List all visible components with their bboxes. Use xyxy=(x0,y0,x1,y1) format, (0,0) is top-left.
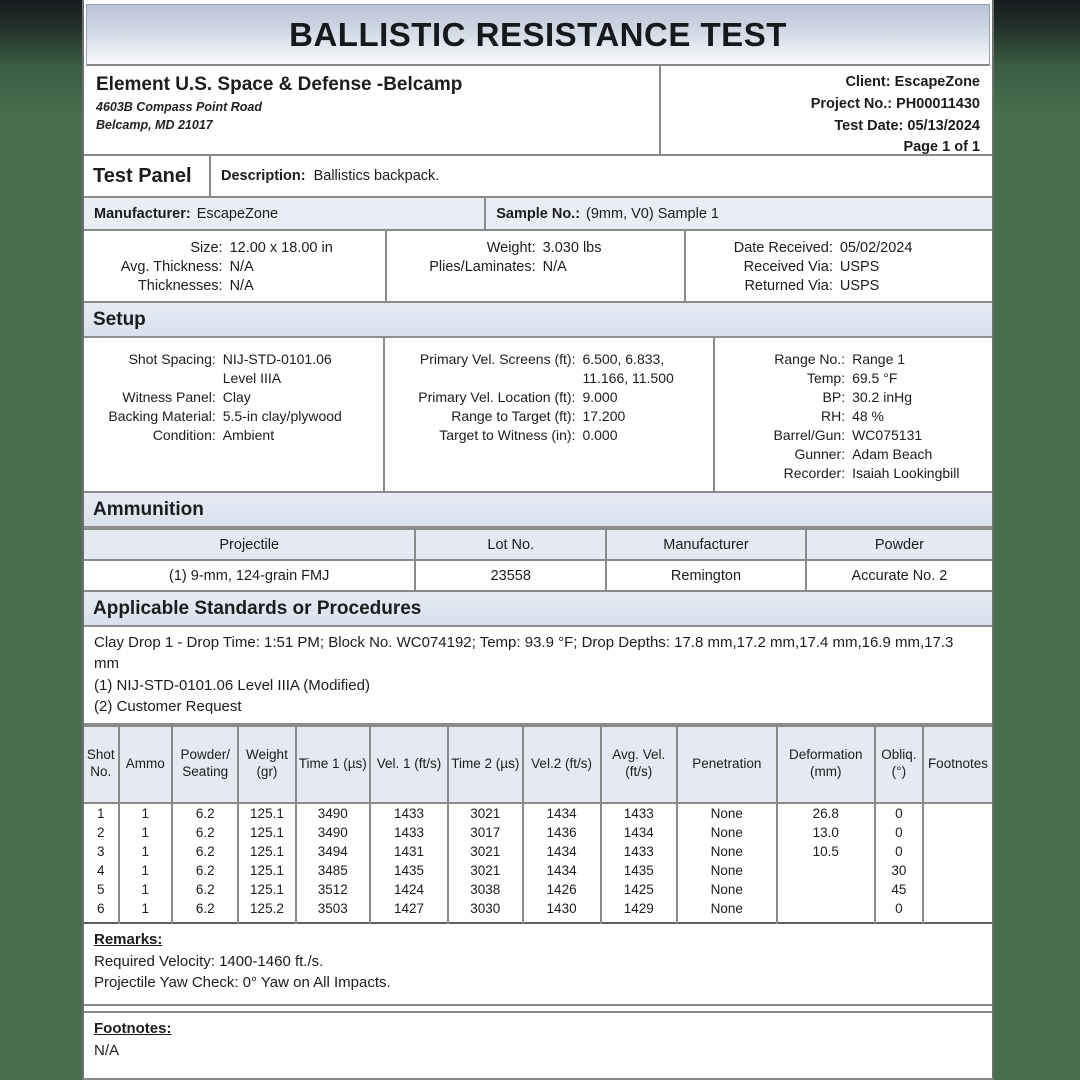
header-info-row xyxy=(84,66,992,156)
setup-column-panel xyxy=(84,338,385,491)
shot-table-row xyxy=(84,880,992,899)
column-header-weight: Weight (gr) xyxy=(238,726,295,803)
sample-number-cell xyxy=(486,198,992,229)
vel1-cell: 1433 xyxy=(370,823,448,842)
footnotes-line: N/A xyxy=(94,1041,120,1059)
lab-name: Element U.S. Space & Defense -Belcamp xyxy=(96,74,463,95)
setup-column-velocity xyxy=(385,338,715,491)
shot-no-cell: 1 xyxy=(84,803,119,823)
field-row xyxy=(84,239,385,258)
powder-seating-cell: 6.2 xyxy=(172,880,238,899)
time2-cell: 3030 xyxy=(448,899,522,923)
time1-cell: 3494 xyxy=(296,842,370,861)
description-value: Ballistics backpack. xyxy=(313,168,440,184)
powder-value: Accurate No. 2 xyxy=(806,560,992,591)
lab-address-line1: 4603B Compass Point Road xyxy=(96,100,263,114)
field-row xyxy=(84,407,383,426)
field-row xyxy=(715,426,986,445)
footnotes-section xyxy=(84,1011,992,1078)
footnotes-lines xyxy=(94,1040,982,1062)
avg-vel-cell: 1425 xyxy=(601,880,677,899)
shot-table-row xyxy=(84,823,992,842)
footnotes-cell xyxy=(923,861,992,880)
column-header-penetration: Penetration xyxy=(677,726,777,803)
field-value: 48 % xyxy=(852,408,885,424)
shot-no-cell: 4 xyxy=(84,861,119,880)
remarks-lines xyxy=(94,951,982,995)
remarks-section xyxy=(84,924,992,1006)
column-header-powder: Powder xyxy=(806,529,992,560)
field-label: Returned Via: xyxy=(744,278,833,294)
shot-no-cell: 5 xyxy=(84,880,119,899)
obliq-cell: 0 xyxy=(875,899,923,923)
ammo-cell: 1 xyxy=(119,861,173,880)
shot-results-table xyxy=(84,725,992,924)
panel-details-received-column xyxy=(686,231,992,301)
report-document xyxy=(82,0,994,1080)
footnotes-heading: Footnotes: xyxy=(94,1019,172,1037)
field-label: BP: xyxy=(822,389,846,405)
field-value: 69.5 °F xyxy=(852,370,898,386)
setup-column-range xyxy=(715,338,992,491)
vel1-cell: 1427 xyxy=(370,899,448,923)
meta-line xyxy=(673,72,980,94)
standards-line: Clay Drop 1 - Drop Time: 1:51 PM; Block No. WC074192; Temp: 93.9 °F; Drop Depths: 17.8 mm,17.2 mm,17.4 mm,16.9 mm,17.3 mm xyxy=(94,634,954,673)
field-value: 3.030 lbs xyxy=(542,240,602,256)
field-row xyxy=(84,350,383,369)
remarks-line: Projectile Yaw Check: 0° Yaw on All Impacts. xyxy=(94,974,391,992)
penetration-cell: None xyxy=(677,880,777,899)
field-row xyxy=(84,388,383,407)
avg-vel-cell: 1433 xyxy=(601,803,677,823)
powder-seating-cell: 6.2 xyxy=(172,899,238,923)
penetration-cell: None xyxy=(677,823,777,842)
manufacturer-value: Remington xyxy=(606,560,806,591)
field-row xyxy=(686,277,992,296)
column-header-lot-no: Lot No. xyxy=(415,529,606,560)
field-label: Date Received: xyxy=(733,240,833,256)
time1-cell: 3490 xyxy=(296,823,370,842)
field-value: NIJ-STD-0101.06 xyxy=(222,351,332,367)
shot-results-section xyxy=(84,725,992,924)
field-label: Shot Spacing: xyxy=(128,351,216,367)
field-value: 0.000 xyxy=(582,427,618,443)
penetration-cell: None xyxy=(677,899,777,923)
field-value: N/A xyxy=(229,259,254,275)
field-label xyxy=(385,369,575,388)
column-header-powder-seating: Powder/ Seating xyxy=(172,726,238,803)
setup-content xyxy=(84,338,992,493)
lab-info-block xyxy=(84,66,661,154)
field-value: 05/02/2024 xyxy=(839,240,913,256)
field-value: 17.200 xyxy=(582,408,626,424)
field-value: Ambient xyxy=(222,427,275,443)
vel1-cell: 1435 xyxy=(370,861,448,880)
time2-cell: 3021 xyxy=(448,803,522,823)
vel1-cell: 1433 xyxy=(370,803,448,823)
field-value: Range 1 xyxy=(852,351,906,367)
weight-cell: 125.1 xyxy=(238,823,295,842)
penetration-cell: None xyxy=(677,803,777,823)
manufacturer-label: Manufacturer: xyxy=(94,205,191,222)
remarks-line: Required Velocity: 1400-1460 ft./s. xyxy=(94,952,324,970)
deformation-cell: 26.8 xyxy=(777,803,875,823)
column-header-obliq: Obliq. (°) xyxy=(875,726,923,803)
field-value: 11.166, 11.500 xyxy=(582,370,674,386)
column-header-vel2: Vel.2 (ft/s) xyxy=(523,726,601,803)
field-value: USPS xyxy=(839,278,880,294)
field-value: Isaiah Lookingbill xyxy=(852,465,960,481)
field-row xyxy=(387,239,684,258)
field-label: Range No.: xyxy=(774,351,846,367)
section-heading-standards: Applicable Standards or Procedures xyxy=(84,592,992,627)
field-value: USPS xyxy=(839,259,880,275)
shot-table-row xyxy=(84,842,992,861)
shot-table-row xyxy=(84,861,992,880)
footnotes-cell xyxy=(923,823,992,842)
meta-label: Project No.: xyxy=(810,95,893,112)
field-label: Gunner: xyxy=(794,446,846,462)
time2-cell: 3017 xyxy=(448,823,522,842)
field-value: 6.500, 6.833, xyxy=(582,351,665,367)
field-row xyxy=(84,277,385,296)
obliq-cell: 0 xyxy=(875,842,923,861)
shot-no-cell: 2 xyxy=(84,823,119,842)
lab-address-line2: Belcamp, MD 21017 xyxy=(96,117,213,132)
field-row xyxy=(715,445,986,464)
field-row xyxy=(715,464,986,483)
time1-cell: 3485 xyxy=(296,861,370,880)
remarks-heading: Remarks: xyxy=(94,930,163,948)
field-row xyxy=(84,426,383,445)
field-label: Size: xyxy=(190,240,223,256)
footnotes-cell xyxy=(923,880,992,899)
test-panel-description-cell xyxy=(211,156,992,196)
avg-vel-cell: 1435 xyxy=(601,861,677,880)
report-title: BALLISTIC RESISTANCE TEST xyxy=(289,15,787,53)
powder-seating-cell: 6.2 xyxy=(172,803,238,823)
field-value: 12.00 x 18.00 in xyxy=(229,240,333,256)
panel-details-weight-column xyxy=(387,231,686,301)
column-header-manufacturer: Manufacturer xyxy=(606,529,806,560)
weight-cell: 125.1 xyxy=(238,842,295,861)
vel2-cell: 1436 xyxy=(523,823,601,842)
field-label: Range to Target (ft): xyxy=(451,408,576,424)
field-label: Weight: xyxy=(486,240,536,256)
powder-seating-cell: 6.2 xyxy=(172,823,238,842)
vel1-cell: 1431 xyxy=(370,842,448,861)
ammo-cell: 1 xyxy=(119,880,173,899)
field-label: Witness Panel: xyxy=(122,389,216,405)
field-row xyxy=(686,258,992,277)
weight-cell: 125.2 xyxy=(238,899,295,923)
ammo-cell: 1 xyxy=(119,842,173,861)
meta-value: Page 1 of 1 xyxy=(903,139,980,156)
shot-table-row xyxy=(84,803,992,823)
description-label: Description: xyxy=(221,168,306,184)
field-label: RH: xyxy=(820,408,846,424)
vel2-cell: 1434 xyxy=(523,842,601,861)
obliq-cell: 30 xyxy=(875,861,923,880)
field-value: WC075131 xyxy=(852,427,923,443)
avg-vel-cell: 1433 xyxy=(601,842,677,861)
shot-table-header-row xyxy=(84,726,992,803)
avg-vel-cell: 1434 xyxy=(601,823,677,842)
footnotes-cell xyxy=(923,803,992,823)
panel-details-row xyxy=(84,231,992,303)
field-row xyxy=(385,426,713,445)
field-value: Level IIIA xyxy=(222,370,282,386)
weight-cell: 125.1 xyxy=(238,803,295,823)
column-header-avg-vel: Avg. Vel. (ft/s) xyxy=(601,726,677,803)
manufacturer-row xyxy=(84,198,992,231)
penetration-cell: None xyxy=(677,861,777,880)
field-row xyxy=(385,388,713,407)
time1-cell: 3512 xyxy=(296,880,370,899)
field-label: Recorder: xyxy=(783,465,846,481)
field-label: Thicknesses: xyxy=(137,278,223,294)
ammo-cell: 1 xyxy=(119,899,173,923)
column-header-time2: Time 2 (µs) xyxy=(448,726,522,803)
panel-details-size-column xyxy=(84,231,387,301)
time2-cell: 3021 xyxy=(448,842,522,861)
projectile-value: (1) 9-mm, 124-grain FMJ xyxy=(84,560,415,591)
field-value: Clay xyxy=(222,389,251,405)
shot-no-cell: 6 xyxy=(84,899,119,923)
column-header-time1: Time 1 (µs) xyxy=(296,726,370,803)
field-row xyxy=(686,239,992,258)
time1-cell: 3503 xyxy=(296,899,370,923)
field-label: Barrel/Gun: xyxy=(773,427,846,443)
meta-line xyxy=(673,94,980,116)
time2-cell: 3021 xyxy=(448,861,522,880)
deformation-cell xyxy=(777,899,875,923)
obliq-cell: 0 xyxy=(875,803,923,823)
ammunition-header-row xyxy=(84,529,992,560)
section-heading-setup: Setup xyxy=(84,303,992,338)
sample-number-value: (9mm, V0) Sample 1 xyxy=(586,205,719,222)
lot-no-value: 23558 xyxy=(415,560,606,591)
column-header-projectile: Projectile xyxy=(84,529,415,560)
standards-line: (1) NIJ-STD-0101.06 Level IIIA (Modified) xyxy=(94,676,370,694)
deformation-cell: 13.0 xyxy=(777,823,875,842)
field-value: Adam Beach xyxy=(852,446,933,462)
meta-line xyxy=(673,116,980,138)
field-value: 9.000 xyxy=(582,389,618,405)
ammunition-table xyxy=(84,528,992,592)
time1-cell: 3490 xyxy=(296,803,370,823)
standards-line: (2) Customer Request xyxy=(94,698,242,716)
meta-label: Test Date: xyxy=(834,117,904,134)
vel1-cell: 1424 xyxy=(370,880,448,899)
field-row xyxy=(385,369,713,388)
field-label: Target to Witness (in): xyxy=(439,427,576,443)
field-row xyxy=(385,407,713,426)
field-row xyxy=(715,407,986,426)
meta-value: 05/13/2024 xyxy=(907,117,980,134)
obliq-cell: 45 xyxy=(875,880,923,899)
avg-vel-cell: 1429 xyxy=(601,899,677,923)
field-label: Backing Material: xyxy=(108,408,216,424)
powder-seating-cell: 6.2 xyxy=(172,861,238,880)
ammo-cell: 1 xyxy=(119,803,173,823)
weight-cell: 125.1 xyxy=(238,861,295,880)
field-label xyxy=(84,369,216,388)
field-value: N/A xyxy=(229,278,254,294)
deformation-cell xyxy=(777,880,875,899)
meta-value: EscapeZone xyxy=(894,74,980,90)
weight-cell: 125.1 xyxy=(238,880,295,899)
column-header-deformation: Deformation (mm) xyxy=(777,726,875,803)
standards-text-block xyxy=(84,627,992,725)
deformation-cell: 10.5 xyxy=(777,842,875,861)
field-row xyxy=(385,350,713,369)
manufacturer-value: EscapeZone xyxy=(196,205,279,222)
column-header-shot-no: Shot No. xyxy=(84,726,119,803)
field-label: Avg. Thickness: xyxy=(120,259,223,275)
field-row xyxy=(84,369,383,388)
field-label: Primary Vel. Screens (ft): xyxy=(419,351,576,367)
ammo-cell: 1 xyxy=(119,823,173,842)
vel2-cell: 1434 xyxy=(523,803,601,823)
field-row xyxy=(84,258,385,277)
test-panel-row xyxy=(84,156,992,198)
field-value: 30.2 inHg xyxy=(852,389,913,405)
sample-number-label: Sample No.: xyxy=(496,205,581,222)
time2-cell: 3038 xyxy=(448,880,522,899)
powder-seating-cell: 6.2 xyxy=(172,842,238,861)
test-panel-heading: Test Panel xyxy=(84,156,211,196)
field-label: Received Via: xyxy=(743,259,833,275)
field-label: Plies/Laminates: xyxy=(429,259,536,275)
manufacturer-cell xyxy=(84,198,486,229)
vel2-cell: 1426 xyxy=(523,880,601,899)
deformation-cell xyxy=(777,861,875,880)
field-row xyxy=(715,388,986,407)
column-header-footnotes: Footnotes xyxy=(923,726,992,803)
column-header-ammo: Ammo xyxy=(119,726,173,803)
field-label: Primary Vel. Location (ft): xyxy=(418,389,576,405)
field-value: 5.5-in clay/plywood xyxy=(222,408,342,424)
footnotes-cell xyxy=(923,842,992,861)
obliq-cell: 0 xyxy=(875,823,923,842)
field-label: Condition: xyxy=(152,427,216,443)
footnotes-cell xyxy=(923,899,992,923)
section-heading-ammunition: Ammunition xyxy=(84,493,992,528)
shot-no-cell: 3 xyxy=(84,842,119,861)
penetration-cell: None xyxy=(677,842,777,861)
client-info-block xyxy=(661,66,992,154)
meta-label: Client: xyxy=(845,74,891,90)
ammunition-data-row xyxy=(84,560,992,591)
field-label: Temp: xyxy=(806,370,846,386)
field-row xyxy=(387,258,684,277)
field-value: N/A xyxy=(542,259,567,275)
report-title-bar xyxy=(86,4,990,66)
shot-table-row xyxy=(84,899,992,923)
meta-value: PH00011430 xyxy=(896,95,980,112)
vel2-cell: 1430 xyxy=(523,899,601,923)
vel2-cell: 1434 xyxy=(523,861,601,880)
field-row xyxy=(715,350,986,369)
field-row xyxy=(715,369,986,388)
column-header-vel1: Vel. 1 (ft/s) xyxy=(370,726,448,803)
